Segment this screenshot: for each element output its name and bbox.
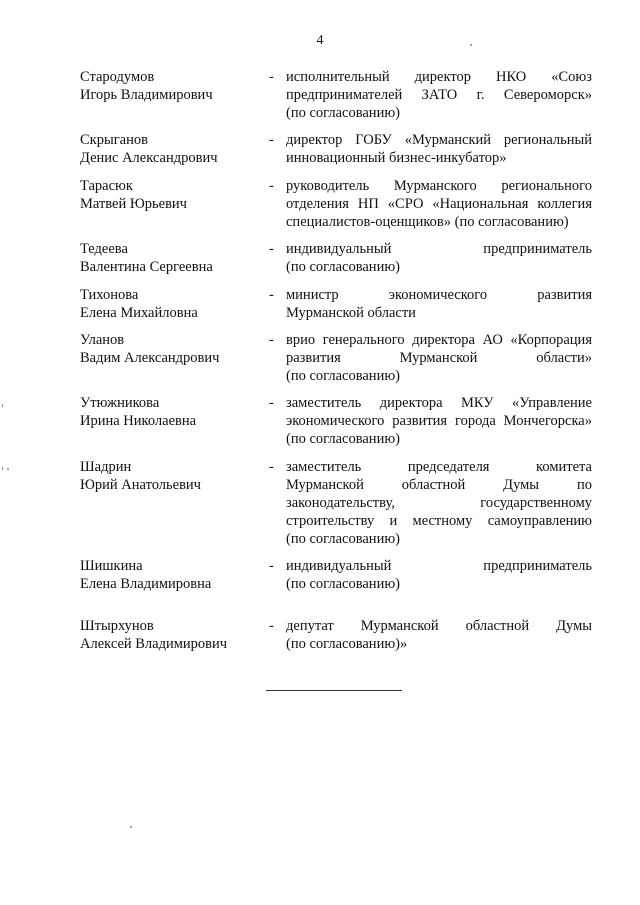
member-position [286,240,592,276]
page-number: 4 [316,33,324,48]
member-position [286,131,592,167]
scan-speck [2,404,3,407]
member-given-name: Юрий Анатольевич [80,477,201,493]
position-line: Мурманской области [286,305,416,321]
member-given-name: Вадим Александрович [80,350,220,366]
position-line: индивидуальный предприниматель [286,558,592,574]
dash-separator: - [269,241,274,257]
member-given-name: Алексей Владимирович [80,636,228,652]
member-given-name: Денис Александрович [80,150,218,166]
member-surname: Тедеева [80,241,128,257]
position-line: руководитель Мурманского регионального [286,178,592,194]
member-given-name: Валентина Сергеевна [80,259,213,275]
member-name [80,240,265,276]
closing-rule [266,690,402,691]
member-name [80,68,265,104]
position-line: предпринимателей ЗАТО г. Североморск» [286,87,592,103]
dash-separator: - [269,132,274,148]
member-name [80,177,265,213]
member-given-name: Елена Владимировна [80,576,212,592]
position-line: (по согласованию)» [286,636,408,652]
dash-separator: - [269,618,274,634]
position-line: специалистов-оценщиков» (по согласованию) [286,214,569,230]
position-line: врио генерального директора АО «Корпорация [286,332,592,348]
position-line: (по согласованию) [286,531,400,547]
member-surname: Утюжникова [80,395,160,411]
dash-separator: - [269,178,274,194]
position-line: развития Мурманской области» [286,350,592,366]
member-name [80,458,265,494]
position-line: депутат Мурманской областной Думы [286,618,592,634]
member-position [286,557,592,593]
position-line: инновационный бизнес-инкубатор» [286,150,507,166]
member-name [80,557,265,593]
member-position [286,394,592,448]
position-line: (по согласованию) [286,368,400,384]
member-surname: Шишкина [80,558,143,574]
position-line: строительству и местному самоуправлению [286,513,592,529]
position-line: (по согласованию) [286,431,400,447]
position-line: экономического развития города Мончегорска» [286,413,592,429]
member-surname: Штырхунов [80,618,154,634]
member-position [286,68,592,122]
member-position [286,177,592,231]
member-surname: Скрыганов [80,132,148,148]
member-surname: Тихонова [80,287,139,303]
scan-speck [7,468,9,470]
position-line: отделения НП «СРО «Национальная коллегия [286,196,592,212]
member-position [286,286,592,322]
member-name [80,394,265,430]
member-surname: Шадрин [80,459,132,475]
dash-separator: - [269,558,274,574]
member-position [286,331,592,385]
position-line: исполнительный директор НКО «Союз [286,69,592,85]
member-name [80,131,265,167]
dash-separator: - [269,332,274,348]
position-line: законодательству, государственному [286,495,592,511]
member-surname: Уланов [80,332,125,348]
position-line: заместитель директора МКУ «Управление [286,395,592,411]
member-given-name: Ирина Николаевна [80,413,197,429]
position-line: министр экономического развития [286,287,592,303]
scan-speck [2,467,3,470]
member-given-name: Елена Михайловна [80,305,198,321]
member-position [286,458,592,548]
dash-separator: - [269,69,274,85]
member-given-name: Матвей Юрьевич [80,196,187,212]
member-name [80,331,265,367]
member-surname: Стародумов [80,69,155,85]
member-position [286,617,592,653]
position-line: заместитель председателя комитета [286,459,592,475]
scan-speck [130,826,132,828]
position-line: директор ГОБУ «Мурманский региональный [286,132,592,148]
position-line: (по согласованию) [286,576,400,592]
scan-speck [470,44,472,46]
position-line: (по согласованию) [286,259,400,275]
member-given-name: Игорь Владимирович [80,87,213,103]
dash-separator: - [269,459,274,475]
dash-separator: - [269,395,274,411]
member-surname: Тарасюк [80,178,133,194]
member-name [80,617,265,653]
position-line: Мурманской областной Думы по [286,477,592,493]
dash-separator: - [269,287,274,303]
position-line: индивидуальный предприниматель [286,241,592,257]
member-name [80,286,265,322]
position-line: (по согласованию) [286,105,400,121]
